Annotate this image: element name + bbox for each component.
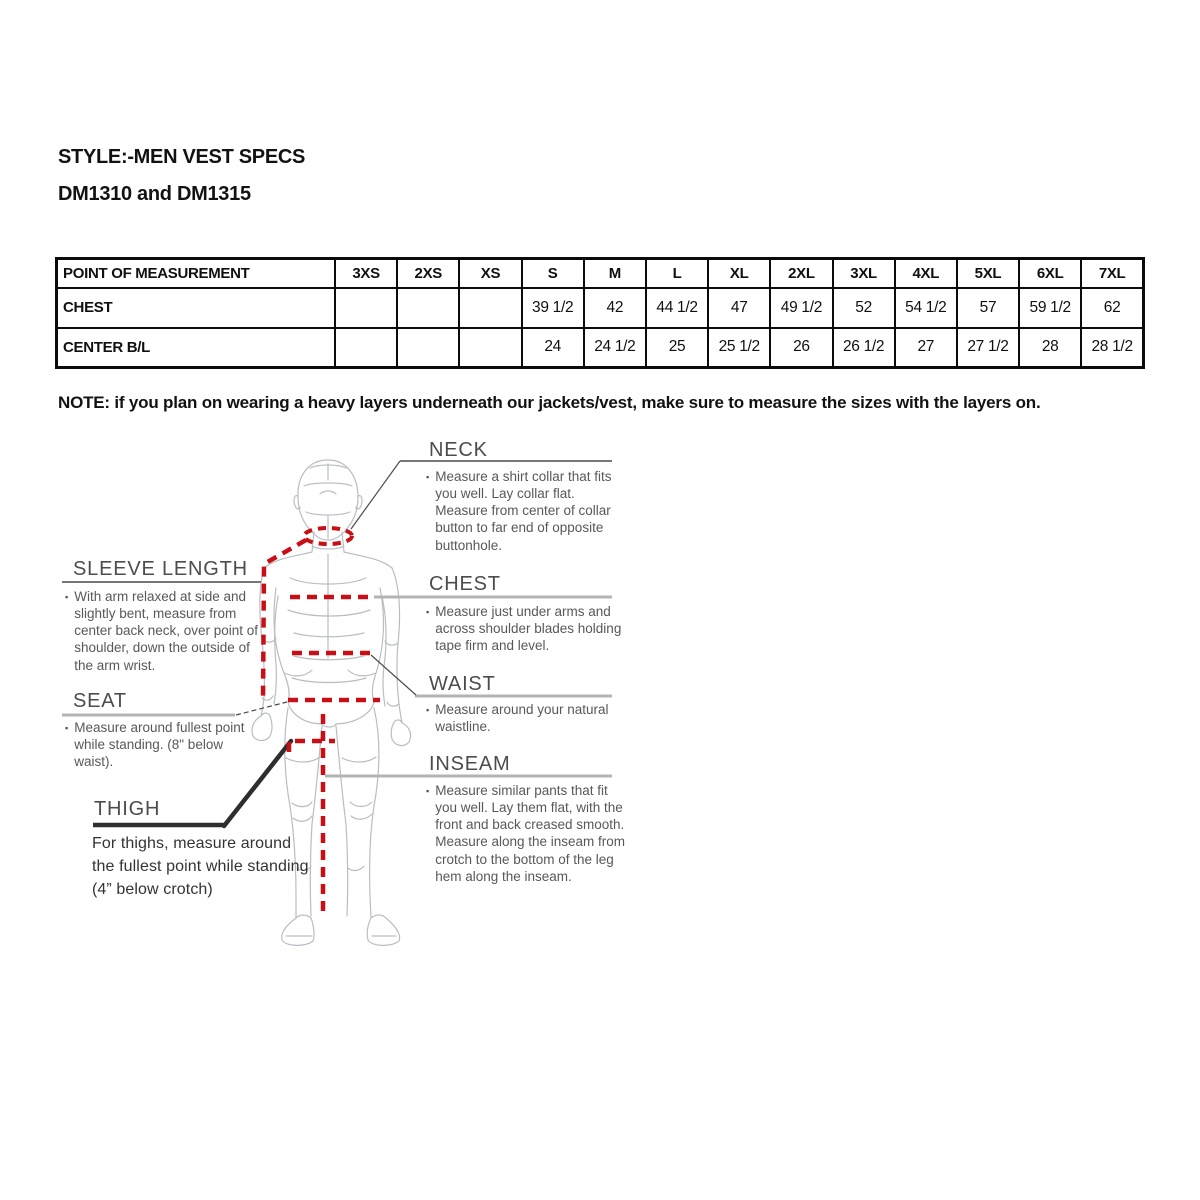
size-value-cell xyxy=(459,288,521,328)
size-column-header: 3XS xyxy=(335,259,397,288)
row-label: CHEST xyxy=(57,288,336,328)
thigh-description: For thighs, measure around the fullest point while standing (4” below crotch) xyxy=(92,835,309,899)
size-value-cell: 47 xyxy=(708,288,770,328)
table-header-row xyxy=(57,259,1144,288)
size-column-header: 4XL xyxy=(895,259,957,288)
size-value-cell: 27 xyxy=(895,328,957,368)
waist-leader-line xyxy=(371,655,416,695)
size-value-cell: 27 1/2 xyxy=(957,328,1019,368)
size-value-cell: 26 1/2 xyxy=(833,328,895,368)
size-value-cell: 44 1/2 xyxy=(646,288,708,328)
thigh-label: THIGH xyxy=(94,798,161,820)
size-column-header: 3XL xyxy=(833,259,895,288)
row-label: CENTER B/L xyxy=(57,328,336,368)
size-table-head xyxy=(57,259,1144,288)
thigh-measure-line xyxy=(289,741,335,752)
size-value-cell xyxy=(397,288,459,328)
size-value-cell: 57 xyxy=(957,288,1019,328)
size-table xyxy=(55,257,1145,369)
table-row xyxy=(57,288,1144,328)
measurement-column-header: POINT OF MEASUREMENT xyxy=(57,259,336,288)
size-value-cell xyxy=(335,288,397,328)
bullet-icon: ▪ xyxy=(426,607,430,617)
size-value-cell xyxy=(459,328,521,368)
inseam-description: ▪ Measure similar pants that fit you well. Lay them flat, with the front and back creased smooth. Measure along the inseam from crotch to the bottom of the leg hem along the inseam. xyxy=(426,783,626,884)
size-column-header: S xyxy=(522,259,584,288)
size-value-cell: 24 xyxy=(522,328,584,368)
sleeve-length-description: ▪ With arm relaxed at side and slightly bent, measure from center back neck, over point of shoulder, down the outside of the arm wrist. xyxy=(65,589,259,673)
size-value-cell: 25 xyxy=(646,328,708,368)
table-row xyxy=(57,328,1144,368)
neck-label: NECK xyxy=(429,439,488,461)
bullet-icon: ▪ xyxy=(65,723,69,733)
page-subtitle-model-numbers: DM1310 and DM1315 xyxy=(58,183,251,205)
size-column-header: 7XL xyxy=(1081,259,1143,288)
inseam-label: INSEAM xyxy=(429,753,511,775)
note-text: NOTE: if you plan on wearing a heavy layers underneath our jackets/vest, make sure to measure the sizes with the layers on. xyxy=(58,393,1041,412)
chest-description: ▪ Measure just under arms and across shoulder blades holding tape firm and level. xyxy=(426,604,622,654)
seat-description: ▪ Measure around fullest point while standing. (8" below waist). xyxy=(65,720,245,770)
size-value-cell xyxy=(397,328,459,368)
size-value-cell: 24 1/2 xyxy=(584,328,646,368)
size-value-cell: 25 1/2 xyxy=(708,328,770,368)
size-column-header: 2XL xyxy=(770,259,832,288)
size-value-cell: 54 1/2 xyxy=(895,288,957,328)
bullet-icon: ▪ xyxy=(426,705,430,715)
size-value-cell: 59 1/2 xyxy=(1019,288,1081,328)
size-value-cell: 28 xyxy=(1019,328,1081,368)
size-value-cell: 62 xyxy=(1081,288,1143,328)
size-value-cell: 52 xyxy=(833,288,895,328)
size-value-cell: 49 1/2 xyxy=(770,288,832,328)
size-value-cell: 28 1/2 xyxy=(1081,328,1143,368)
size-value-cell: 42 xyxy=(584,288,646,328)
size-column-header: 2XS xyxy=(397,259,459,288)
neck-description: ▪ Measure a shirt collar that fits you well. Lay collar flat. Measure from center of collar button to far end of opposite buttonhole. xyxy=(426,469,612,553)
seat-label: SEAT xyxy=(73,690,127,712)
waist-label: WAIST xyxy=(429,673,496,695)
bullet-icon: ▪ xyxy=(426,786,430,796)
size-column-header: XL xyxy=(708,259,770,288)
size-value-cell: 26 xyxy=(770,328,832,368)
bullet-icon: ▪ xyxy=(65,592,69,602)
size-value-cell xyxy=(335,328,397,368)
size-value-cell: 39 1/2 xyxy=(522,288,584,328)
measurement-diagram xyxy=(60,428,626,958)
size-column-header: 6XL xyxy=(1019,259,1081,288)
page-title: STYLE:-MEN VEST SPECS xyxy=(58,146,306,168)
size-column-header: M xyxy=(584,259,646,288)
waist-description: ▪ Measure around your natural waistline. xyxy=(426,702,609,735)
size-column-header: 5XL xyxy=(957,259,1019,288)
size-column-header: L xyxy=(646,259,708,288)
size-table-body xyxy=(57,288,1144,368)
bullet-icon: ▪ xyxy=(426,472,430,482)
chest-label: CHEST xyxy=(429,573,501,595)
sleeve-length-label: SLEEVE LENGTH xyxy=(73,558,248,580)
size-column-header: XS xyxy=(459,259,521,288)
